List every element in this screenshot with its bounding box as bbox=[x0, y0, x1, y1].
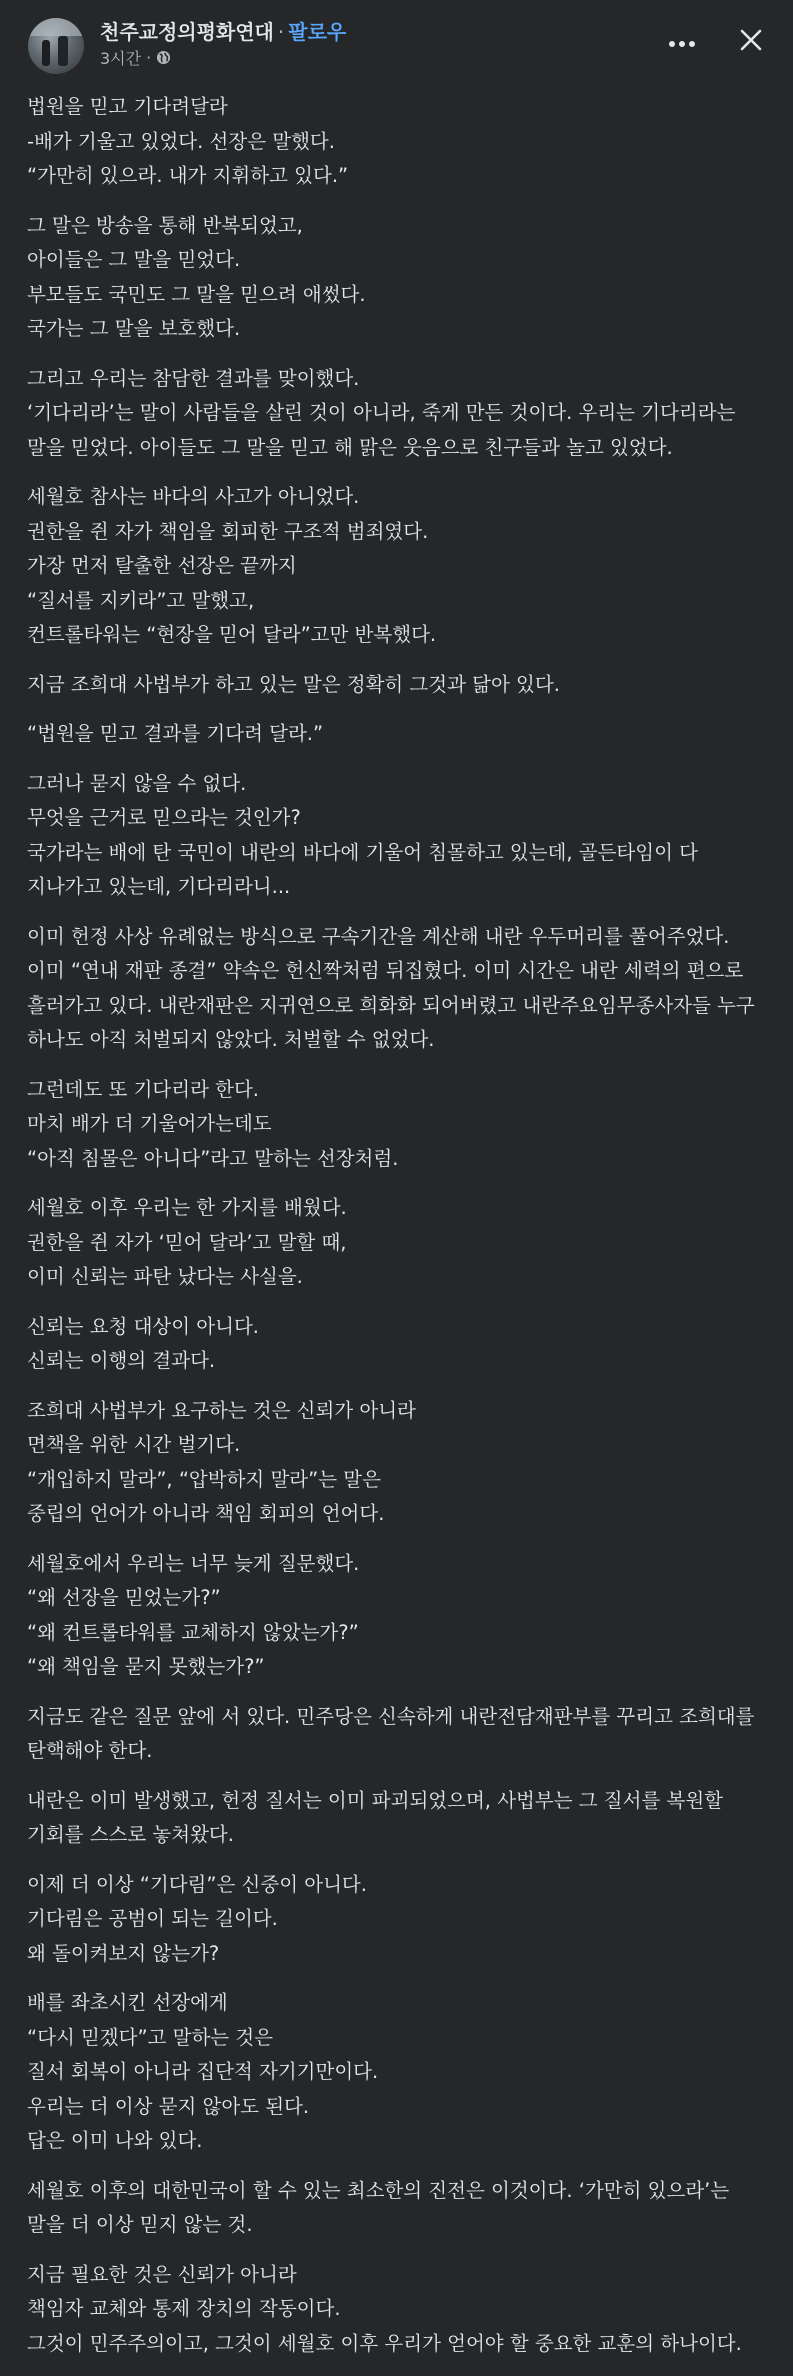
more-horizontal-icon bbox=[668, 33, 696, 52]
author-name[interactable]: 천주교정의평화연대 bbox=[100, 20, 274, 44]
post-paragraph: 신뢰는 요청 대상이 아니다. 신뢰는 이행의 결과다. bbox=[27, 1314, 260, 1372]
post-paragraph: 그리고 우리는 참담한 결과를 맞이했다. ‘기다리라’는 말이 사람들을 살린 것이 아니라, 죽게 만든 것이다. 우리는 기다리라는 말을 믿었다. 아이들도 그 말을 믿고 해 맑은 웃음으로 친구들과 놀고 있었다. bbox=[27, 366, 736, 459]
post-time[interactable]: 3시간 bbox=[100, 49, 142, 68]
post-paragraph: 내란은 이미 발생했고, 헌정 질서는 이미 파괴되었으며, 사법부는 그 질서를 복원할 기회를 스스로 놓쳐왔다. bbox=[27, 1788, 730, 1846]
follow-button[interactable]: 팔로우 bbox=[288, 20, 347, 44]
post-paragraph: 지금 필요한 것은 신뢰가 아니라 책임자 교체와 통제 장치의 작동이다. 그것이 민주주의이고, 그것이 세월호 이후 우리가 얻어야 할 중요한 교훈의 하나이다. bbox=[27, 2262, 742, 2355]
post-paragraph: 배를 좌초시킨 선장에게 “다시 믿겠다”고 말하는 것은 질서 회복이 아니라 집단적 자기기만이다. 우리는 더 이상 묻지 않아도 된다. 답은 이미 나와 있다. bbox=[27, 1991, 379, 2152]
post-body bbox=[27, 90, 767, 2376]
post-paragraph: 지금 조희대 사법부가 하고 있는 말은 정확히 그것과 닮아 있다. bbox=[27, 672, 560, 696]
author-row bbox=[100, 16, 346, 45]
post-paragraph: 세월호에서 우리는 너무 늦게 질문했다. “왜 선장을 믿었는가?” “왜 컨트롤타워를 교체하지 않았는가?” “왜 책임을 묻지 못했는가?” bbox=[27, 1551, 360, 1678]
post-paragraph: 이제 더 이상 “기다림”은 신중이 아니다. 기다림은 공범이 되는 길이다. 왜 돌이켜보지 않는가? bbox=[27, 1872, 367, 1965]
author-avatar[interactable] bbox=[28, 18, 84, 74]
post-header bbox=[0, 0, 793, 86]
post-paragraph: 법원을 믿고 기다려달라 -배가 기울고 있었다. 선장은 말했다. “가만히 있으라. 내가 지휘하고 있다.” bbox=[27, 95, 349, 187]
close-icon bbox=[739, 28, 763, 56]
close-button[interactable] bbox=[733, 24, 769, 60]
name-separator: · bbox=[277, 20, 285, 44]
globe-icon bbox=[156, 50, 171, 65]
post-paragraph: 그런데도 또 기다리라 한다. 마치 배가 더 기울어가는데도 “아직 침몰은 아니다”라고 말하는 선장처럼. bbox=[27, 1077, 399, 1170]
post-paragraph: 지금도 같은 질문 앞에 서 있다. 민주당은 신속하게 내란전담재판부를 꾸리고 조희대를 탄핵해야 한다. bbox=[27, 1704, 761, 1762]
post-paragraph: 세월호 이후의 대한민국이 할 수 있는 최소한의 진전은 이것이다. ‘가만히 있으라’는 말을 더 이상 믿지 않는 것. bbox=[27, 2178, 736, 2236]
post-paragraph: 그러나 묻지 않을 수 없다. 무엇을 근거로 믿으라는 것인가? 국가라는 배에 탄 국민이 내란의 바다에 기울어 침몰하고 있는데, 골든타임이 다 지나가고 있는데, 기다리라니... bbox=[27, 771, 698, 898]
meta-separator: · bbox=[146, 48, 152, 67]
post-meta bbox=[100, 46, 171, 69]
more-options-button[interactable] bbox=[664, 24, 700, 60]
post-paragraph: 그 말은 방송을 통해 반복되었고, 아이들은 그 말을 믿었다. 부모들도 국민도 그 말을 믿으려 애썼다. 국가는 그 말을 보호했다. bbox=[27, 213, 366, 340]
post-paragraph: 조희대 사법부가 요구하는 것은 신뢰가 아니라 면책을 위한 시간 벌기다. “개입하지 말라”, “압박하지 말라”는 말은 중립의 언어가 아니라 책임 회피의 언어다. bbox=[27, 1398, 416, 1525]
post-paragraph: 이미 헌정 사상 유례없는 방식으로 구속기간을 계산해 내란 우두머리를 풀어주었다. 이미 “연내 재판 종결” 약속은 헌신짝처럼 뒤집혔다. 이미 시간은 내란 세력의 편으로 흘러가고 있다. 내란재판은 지귀연으로 희화화 되어버렸고 내란주요임무종사자들 누구 하나도 아직 처벌되지 않았다. 처벌할 수 없었다. bbox=[27, 924, 755, 1051]
post-paragraph: 세월호 이후 우리는 한 가지를 배웠다. 권한을 쥔 자가 ‘믿어 달라’고 말할 때, 이미 신뢰는 파탄 났다는 사실을. bbox=[27, 1196, 347, 1288]
post-paragraph: “법원을 믿고 결과를 기다려 달라.” bbox=[27, 722, 324, 745]
post-paragraph: 세월호 참사는 바다의 사고가 아니었다. 권한을 쥔 자가 책임을 회피한 구조적 범죄였다. 가장 먼저 탈출한 선장은 끝까지 “질서를 지키라”고 말했고, 컨트롤타워는 “현장을 믿어 달라”고만 반복했다. bbox=[27, 485, 437, 646]
